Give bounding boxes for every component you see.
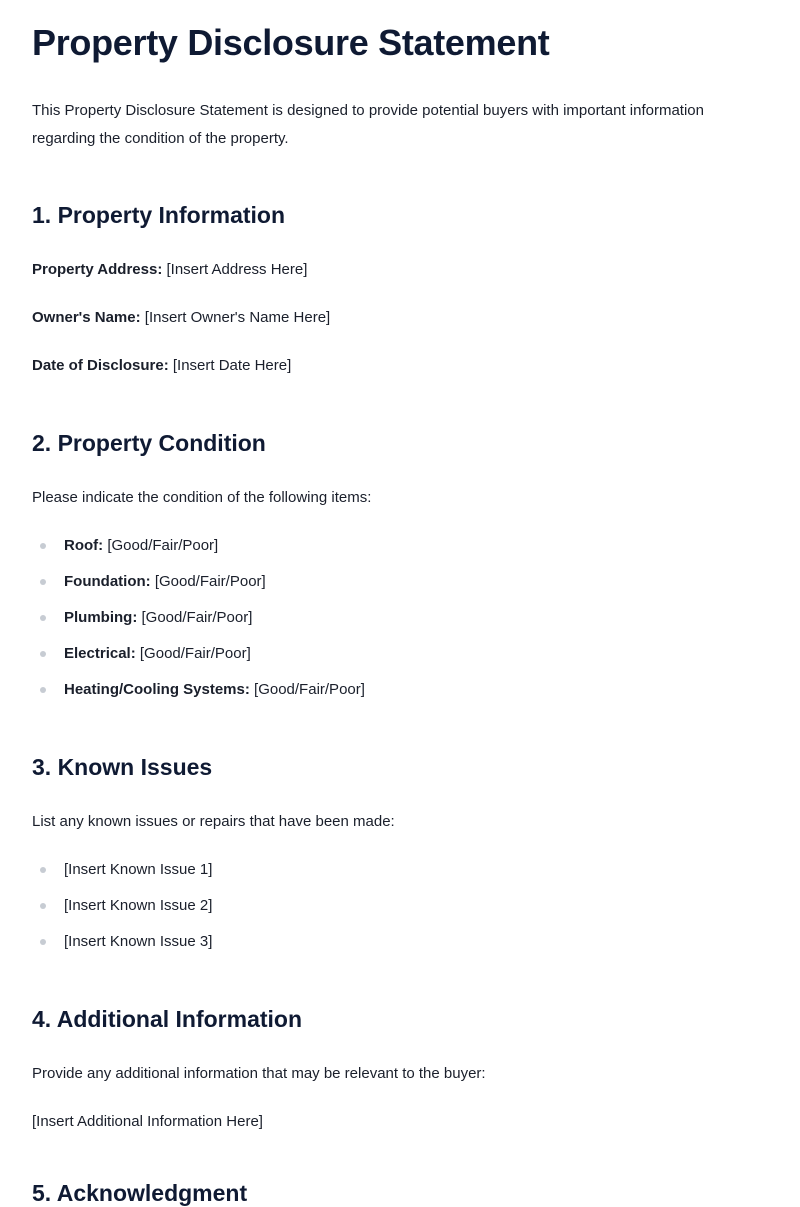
- list-item: [Insert Known Issue 3]: [32, 932, 212, 968]
- section-heading-acknowledgment: 5. Acknowledgment: [32, 1180, 248, 1206]
- item-label: Roof:: [64, 537, 104, 554]
- known-issues-list: [32, 860, 212, 968]
- field-label: Property Address:: [32, 261, 163, 278]
- list-item: [32, 644, 365, 680]
- section-instruction: Please indicate the condition of the following items:: [32, 489, 372, 506]
- item-label: Heating/Cooling Systems:: [64, 681, 250, 698]
- field-label: Date of Disclosure:: [32, 357, 169, 374]
- list-item: [32, 536, 365, 572]
- section-heading-property-information: 1. Property Information: [32, 202, 286, 228]
- item-value: [Good/Fair/Poor]: [107, 537, 219, 554]
- item-value: [Good/Fair/Poor]: [254, 681, 365, 698]
- section-heading-property-condition: 2. Property Condition: [32, 430, 266, 456]
- section-heading-additional-information: 4. Additional Information: [32, 1006, 303, 1032]
- section-instruction: List any known issues or repairs that have been made:: [32, 813, 395, 830]
- section-instruction: Provide any additional information that may be relevant to the buyer:: [32, 1065, 486, 1082]
- item-value: [Good/Fair/Poor]: [139, 645, 251, 662]
- item-label: Foundation:: [64, 573, 151, 590]
- field-value: [Insert Date Here]: [172, 357, 292, 374]
- field-value: [Insert Owner's Name Here]: [144, 309, 331, 326]
- field-date-of-disclosure: [32, 356, 291, 376]
- list-item: [32, 680, 365, 716]
- item-label: Plumbing:: [64, 609, 138, 626]
- additional-information-value: [Insert Additional Information Here]: [32, 1113, 263, 1130]
- field-label: Owner's Name:: [32, 309, 141, 326]
- item-label: Electrical:: [64, 645, 136, 662]
- page-title: Property Disclosure Statement: [32, 22, 550, 63]
- list-item: [Insert Known Issue 2]: [32, 896, 212, 932]
- intro-paragraph: This Property Disclosure Statement is designed to provide potential buyers with important information regarding the condition of the property.: [32, 102, 704, 147]
- item-value: [Good/Fair/Poor]: [141, 609, 253, 626]
- field-property-address: [32, 260, 307, 280]
- item-value: [Good/Fair/Poor]: [154, 573, 266, 590]
- field-value: [Insert Address Here]: [166, 261, 308, 278]
- list-item: [32, 608, 365, 644]
- list-item: [Insert Known Issue 1]: [32, 860, 212, 896]
- section-heading-known-issues: 3. Known Issues: [32, 754, 213, 780]
- condition-list: [32, 536, 365, 716]
- field-owner-name: [32, 308, 330, 328]
- list-item: [32, 572, 365, 608]
